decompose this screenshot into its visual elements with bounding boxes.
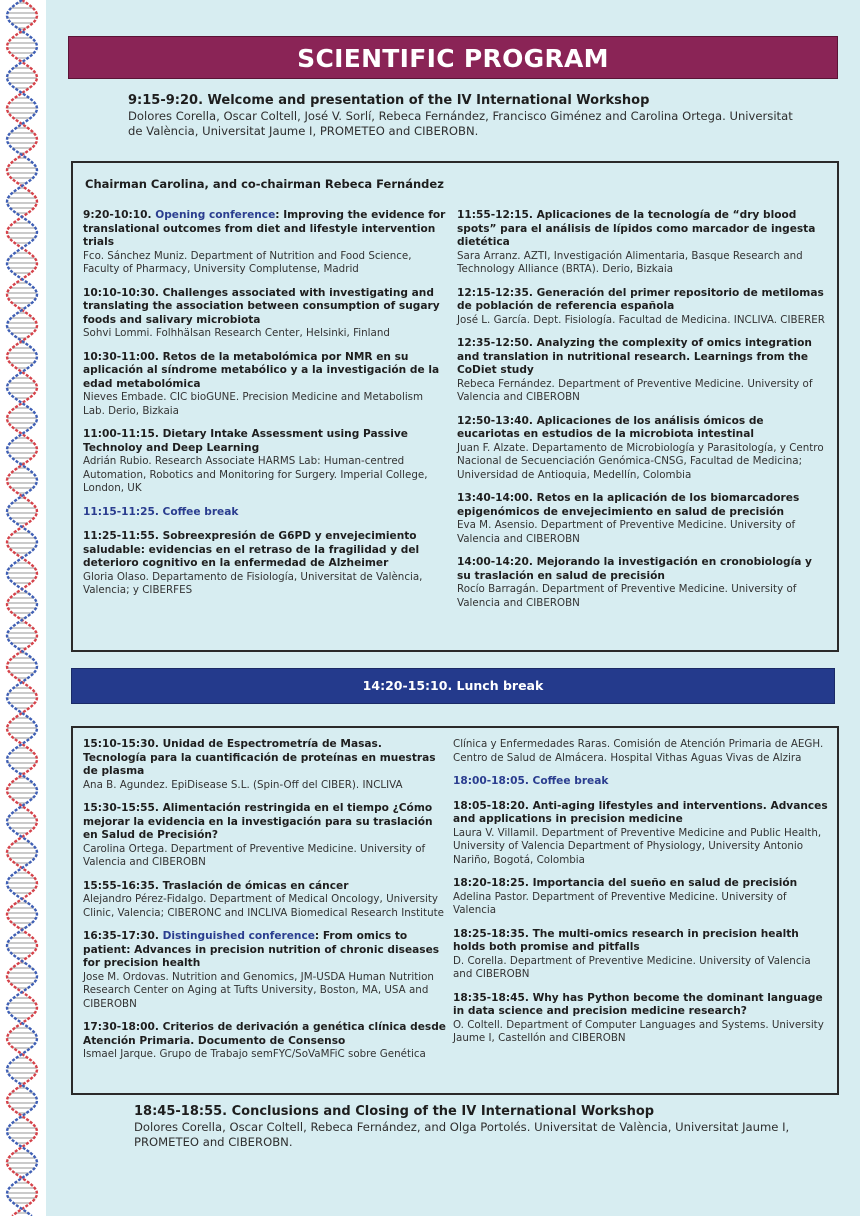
item-title bbox=[83, 880, 448, 894]
item-authors: Carolina Ortega. Department of Preventive Medicine. University of Valencia and CIBEROBN bbox=[83, 842, 426, 868]
item-authors: Ismael Jarque. Grupo de Trabajo semFYC/SoVaMFiC sobre Genética bbox=[83, 1048, 426, 1060]
item-talk-title: Retos en la aplicación de los biomarcadores epigenómicos de envejecimiento en salud de precisión bbox=[457, 492, 800, 518]
item-title bbox=[453, 877, 829, 891]
program-item bbox=[457, 492, 829, 546]
item-authors: Nieves Embade. CIC bioGUNE. Precision Medicine and Metabolism Lab. Derio, Bizkaia bbox=[83, 391, 424, 417]
item-talk-title: Criterios de derivación a genética clínica desde Atención Primaria. Documento de Consenso bbox=[83, 1021, 446, 1047]
item-talk-title: Importancia del sueño en salud de precisión bbox=[532, 877, 798, 889]
item-authors: Laura V. Villamil. Department of Preventive Medicine and Public Health, University of Valencia Department of Physiology, University Antonio Nariño, Bogotá, Colombia bbox=[453, 826, 822, 866]
dna-decoration bbox=[0, 0, 46, 1216]
session-2-left-column bbox=[83, 738, 448, 1072]
item-authors: Rebeca Fernández. Department of Preventive Medicine. University of Valencia and CIBEROBN bbox=[457, 377, 813, 403]
program-item bbox=[83, 530, 448, 598]
item-authors: Gloria Olaso. Departamento de Fisiología, Universitat de València, Valencia; y CIBERFES bbox=[83, 570, 423, 596]
program-item bbox=[83, 1021, 448, 1062]
item-title bbox=[457, 209, 829, 250]
item-authors: Adelina Pastor. Department of Preventive Medicine. University of Valencia bbox=[453, 890, 787, 916]
item-time: 11:55-12:15. bbox=[457, 209, 533, 221]
coffee-break: 18:00-18:05. Coffee break bbox=[453, 775, 609, 787]
item-talk-title: Dietary Intake Assessment using Passive Technoloy and Deep Learning bbox=[83, 428, 408, 454]
closing-section bbox=[134, 1104, 814, 1150]
item-authors: Juan F. Alzate. Departamento de Microbiología y Parasitología, y Centro Nacional de Secuenciación Genómica-CNSG, Facultad de Medicina; Universidad de Antioquia, Medellín, Colombia bbox=[457, 441, 824, 481]
item-title bbox=[83, 738, 448, 779]
item-talk-title: Mejorando la investigación en cronobiología y su traslación en salud de precisión bbox=[457, 556, 812, 582]
item-talk-title: Aplicaciones de la tecnología de “dry blood spots” para el análisis de lípidos como marcador de ingesta dietética bbox=[457, 209, 816, 248]
program-item bbox=[83, 351, 448, 419]
item-time: 18:35-18:45. bbox=[453, 991, 529, 1004]
dna-helix-graphic bbox=[0, 0, 46, 1216]
item-talk-title: Analyzing the complexity of omics integration and translation in nutritional research. Learnings from the CoDiet study bbox=[457, 337, 812, 376]
item-time: 15:10-15:30. bbox=[83, 738, 159, 750]
item-title bbox=[83, 287, 448, 328]
item-talk-title: The multi-omics research in precision health holds both promise and pitfalls bbox=[453, 927, 799, 953]
closing-authors: Dolores Corella, Oscar Coltell, Rebeca Fernández, and Olga Portolés. Universitat de València, Universitat Jaume I, PROMETEO and CIBEROBN. bbox=[134, 1120, 790, 1149]
item-talk-title: Retos de la metabolómica por NMR en su aplicación al síndrome metabólico y a la investigación de la edad metabolómica bbox=[83, 350, 440, 390]
page-title: SCIENTIFIC PROGRAM bbox=[68, 36, 838, 79]
welcome-title: 9:15-9:20. Welcome and presentation of the IV International Workshop bbox=[128, 93, 650, 108]
item-time: 10:10-10:30. bbox=[83, 286, 159, 299]
continued-authors bbox=[453, 738, 829, 765]
item-authors: Sohvi Lommi. Folhhälsan Research Center, Helsinki, Finland bbox=[83, 327, 390, 339]
program-item bbox=[453, 992, 829, 1046]
program-item bbox=[457, 556, 829, 610]
conference-type: Distinguished conference bbox=[162, 930, 315, 942]
item-talk-title: : Improving the evidence for translational outcomes from diet and lifestyle intervention trials bbox=[83, 209, 446, 248]
item-time: 11:00-11:15. bbox=[83, 428, 159, 440]
program-item bbox=[83, 802, 448, 870]
item-title bbox=[453, 800, 829, 827]
item-authors: Jose M. Ordovas. Nutrition and Genomics, JM-USDA Human Nutrition Research Center on Aging at Tufts University, Boston, MA, USA and CIBEROBN bbox=[83, 970, 434, 1010]
item-time: 14:00-14:20. bbox=[457, 556, 533, 568]
session-2-right-column bbox=[453, 738, 829, 1056]
item-authors: José L. García. Dept. Fisiología. Facultad de Medicina. INCLIVA. CIBERER bbox=[457, 313, 825, 326]
item-time: 10:30-11:00. bbox=[83, 350, 159, 363]
item-authors: Eva M. Asensio. Department of Preventive Medicine. University of Valencia and CIBEROBN bbox=[457, 519, 796, 545]
item-talk-title: Unidad de Espectrometría de Masas. Tecnología para la cuantificación de proteínas en muestras de plasma bbox=[83, 738, 436, 777]
item-title bbox=[457, 492, 829, 519]
item-talk-title: Traslación de ómicas en cáncer bbox=[162, 879, 349, 892]
item-talk-title: Generación del primer repositorio de metilomas de población de referencia española bbox=[457, 286, 824, 312]
program-item bbox=[83, 428, 448, 496]
program-item bbox=[83, 738, 448, 792]
item-title bbox=[453, 992, 829, 1019]
item-authors: Sara Arranz. AZTI, Investigación Alimentaria, Basque Research and Technology Alliance (BRTA). Derio, Bizkaia bbox=[457, 249, 803, 275]
item-authors: O. Coltell. Department of Computer Languages and Systems. University Jaume I, Castellón and CIBEROBN bbox=[453, 1018, 824, 1044]
item-time: 18:05-18:20. bbox=[453, 799, 529, 812]
item-talk-title: Aplicaciones de los análisis ómicos de eucariotas en estudios de la microbiota intestinal bbox=[457, 414, 764, 440]
session-chair: Chairman Carolina, and co-chairman Rebeca Fernández bbox=[85, 177, 444, 191]
item-title bbox=[83, 530, 448, 571]
item-time: 11:25-11:55. bbox=[83, 530, 159, 542]
item-time: 18:20-18:25. bbox=[453, 877, 529, 889]
welcome-authors: Dolores Corella, Oscar Coltell, José V. Sorlí, Rebeca Fernández, Francisco Giménez and Carolina Ortega. Universitat de València, Universitat Jaume I, PROMETEO and CIBEROBN. bbox=[128, 109, 793, 138]
program-item bbox=[83, 287, 448, 341]
session-1-left-column bbox=[83, 209, 448, 608]
item-authors: Adrián Rubio. Research Associate HARMS Lab: Human-centred Automation, Robotics and Monitoring for Surgery. Imperial College, London, UK bbox=[83, 455, 428, 494]
item-authors: Fco. Sánchez Muniz. Department of Nutrition and Food Science, Faculty of Pharmacy, University Complutense, Madrid bbox=[83, 249, 412, 275]
item-authors: D. Corella. Department of Preventive Medicine. University of Valencia and CIBEROBN bbox=[453, 954, 811, 980]
item-talk-title: Alimentación restringida en el tiempo ¿Cómo mejorar la evidencia en la investigación para su traslación en Salud de Precisión? bbox=[83, 802, 433, 841]
program-item bbox=[457, 287, 829, 328]
program-item bbox=[453, 928, 829, 982]
item-talk-title: Challenges associated with investigating and translating the association between consumption of sugary foods and salivary microbiota bbox=[83, 286, 440, 326]
item-authors: Alejandro Pérez-Fidalgo. Department of Medical Oncology, University Clinic, Valencia; CIBERONC and INCLIVA Biomedical Research Institute bbox=[83, 893, 444, 919]
item-talk-title: Why has Python become the dominant language in data science and precision medicine research? bbox=[453, 991, 823, 1017]
item-time: 12:15-12:35. bbox=[457, 286, 533, 299]
program-item bbox=[83, 209, 448, 277]
program-item bbox=[453, 877, 829, 918]
program-item bbox=[83, 880, 448, 921]
item-talk-title: Anti-aging lifestyles and interventions. Advances and applications in precision medicine bbox=[453, 799, 828, 825]
item-title bbox=[83, 802, 448, 843]
item-time: 13:40-14:00. bbox=[457, 492, 533, 504]
item-talk-title: : From omics to patient: Advances in precision nutrition of chronic diseases for precision health bbox=[83, 930, 440, 969]
session-2-panel bbox=[71, 726, 839, 1095]
coffee-break: 11:15-11:25. Coffee break bbox=[83, 505, 239, 518]
item-authors: Rocío Barragán. Department of Preventive Medicine. University of Valencia and CIBEROBN bbox=[457, 583, 797, 609]
program-item bbox=[453, 800, 829, 868]
item-title bbox=[83, 1021, 448, 1048]
item-talk-title: Sobreexpresión de G6PD y envejecimiento saludable: evidencias en el retraso de la fragilidad y del deterioro cognitivo en la enfermedad de Alzheimer bbox=[83, 530, 420, 569]
continued-text: Clínica y Enfermedades Raras. Comisión de Atención Primaria de AEGH. Centro de Salud de Almácera. Hospital Vithas Aguas Vivas de Alzira bbox=[453, 738, 824, 764]
item-time: 12:35-12:50. bbox=[457, 337, 533, 349]
item-time: 12:50-13:40. bbox=[457, 414, 533, 427]
program-item bbox=[457, 337, 829, 405]
item-time: 16:35-17:30. bbox=[83, 930, 159, 942]
program-item bbox=[457, 415, 829, 483]
item-title bbox=[83, 351, 448, 392]
item-time: 17:30-18:00. bbox=[83, 1021, 159, 1033]
item-title bbox=[457, 337, 829, 378]
item-title bbox=[83, 209, 448, 250]
item-time: 15:55-16:35. bbox=[83, 879, 159, 892]
item-time: 15:30-15:55. bbox=[83, 802, 159, 814]
welcome-section bbox=[128, 93, 798, 139]
item-title bbox=[457, 415, 829, 442]
item-time: 18:25-18:35. bbox=[453, 927, 529, 940]
lunch-break-bar: 14:20-15:10. Lunch break bbox=[71, 668, 835, 704]
item-title bbox=[457, 287, 829, 314]
program-item bbox=[457, 209, 829, 277]
program-item bbox=[83, 930, 448, 1011]
session-1-right-column bbox=[457, 209, 829, 620]
conference-type: Opening conference bbox=[155, 209, 276, 221]
item-title bbox=[453, 928, 829, 955]
item-title bbox=[83, 930, 448, 971]
item-title bbox=[83, 428, 448, 455]
item-title bbox=[457, 556, 829, 583]
closing-title: 18:45-18:55. Conclusions and Closing of the IV International Workshop bbox=[134, 1104, 655, 1119]
session-1-panel bbox=[71, 161, 839, 652]
item-time: 9:20-10:10. bbox=[83, 209, 152, 221]
item-authors: Ana B. Agundez. EpiDisease S.L. (Spin-Off del CIBER). INCLIVA bbox=[83, 778, 403, 791]
